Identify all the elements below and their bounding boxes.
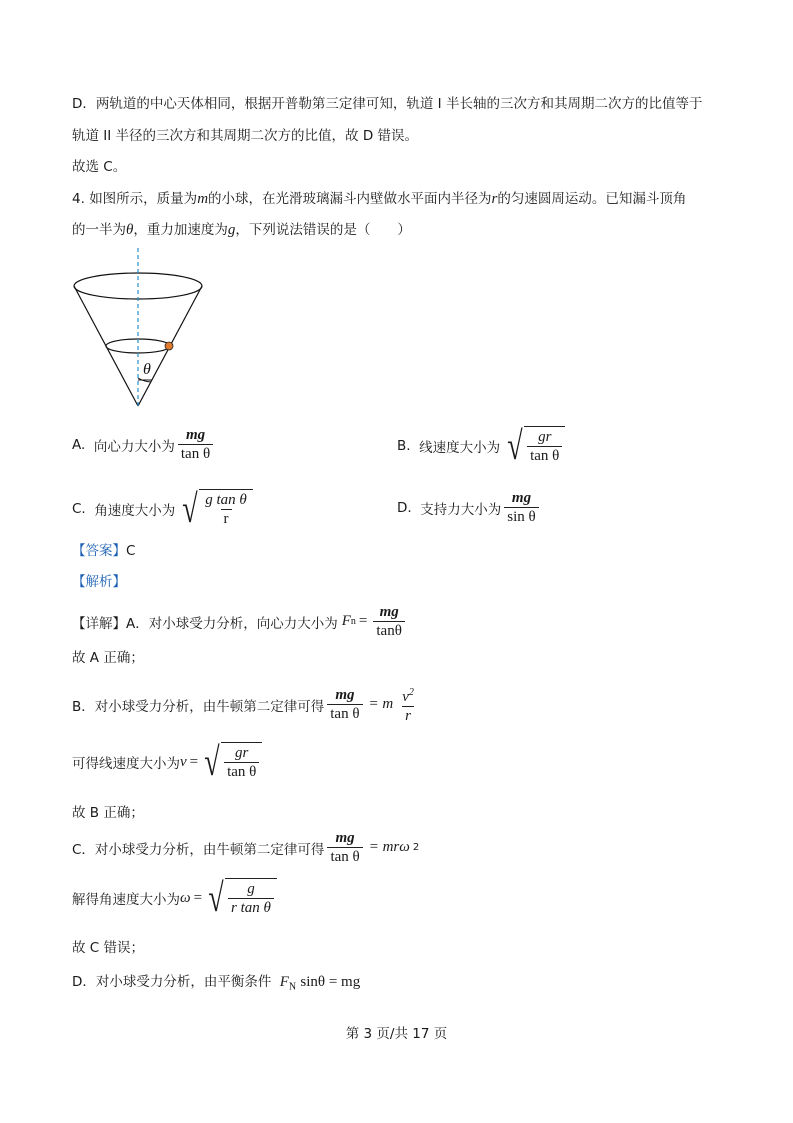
detail-c-conclusion: 故 C 错误；: [72, 940, 145, 956]
detail-b: B．对小球受力分析，由牛顿第二定律可得 $\frac{mg}{\text{tan θ}}$ = m $\frac{v^2}{r}$: [72, 687, 414, 724]
prev-answer-conclusion: 故选 C。: [72, 159, 127, 175]
option-b-sqrt: √ $\frac{gr}{\text{tan θ}}$: [504, 426, 565, 466]
option-a[interactable]: A. 向心力大小为 $\frac{mg}{\text{tan θ}}$: [72, 426, 216, 463]
question-line-1: 4. 如图所示，质量为m的小球，在光滑玻璃漏斗内壁做水平面内半径为r的匀速圆周运动。已知漏斗顶角: [72, 191, 687, 207]
question-number: 4.: [72, 191, 85, 207]
answer-value: C: [126, 543, 136, 559]
theta-symbol: θ: [126, 222, 134, 238]
mass-symbol: m: [197, 191, 209, 207]
option-c-sqrt: √ $\frac{\text{g tan θ}}{r}$: [179, 489, 253, 529]
detail-d: D．对小球受力分析，由平衡条件 $F_N$ sinθ = mg: [72, 974, 361, 993]
ball: [165, 342, 173, 350]
gravity-symbol: g: [227, 222, 236, 238]
detail-a-conclusion: 故 A 正确；: [72, 650, 144, 666]
page-footer: 第 3 页/共 17 页: [345, 1026, 448, 1042]
detail-c: C．对小球受力分析，由牛顿第二定律可得 $\frac{mg}{\text{tan θ}}$ = mrω 2: [72, 830, 420, 865]
option-a-fraction: $\frac{mg}{\text{tan θ}}$: [178, 426, 213, 463]
answer-tag: 【答案】: [72, 543, 126, 559]
question-line-2: 的一半为θ，重力加速度为g，下列说法错误的是（ ）: [72, 222, 411, 238]
funnel-figure: [70, 246, 210, 411]
detail-c-result: 解得角速度大小为 ω = √ $\frac{g}{\text{r tan θ}}$: [72, 878, 277, 918]
theta-label: θ: [143, 361, 151, 378]
analysis-tag: 【解析】: [72, 574, 126, 590]
radius-symbol: r: [491, 191, 498, 207]
prev-answer-line-1: D．两轨道的中心天体相同，根据开普勒第三定律可知，轨道 I 半长轴的三次方和其周期二次方的比值等于: [72, 96, 703, 112]
option-c[interactable]: C. 角速度大小为 √ $\frac{\text{g tan θ}}{r}$: [72, 489, 253, 529]
detail-b-conclusion: 故 B 正确；: [72, 805, 144, 821]
detail-a: 【详解】 A．对小球受力分析，向心力大小为 F n = $\frac{mg}{\tan\theta}$: [72, 603, 408, 640]
option-b[interactable]: B. 线速度大小为 √ $\frac{gr}{\text{tan θ}}$: [397, 426, 565, 466]
prev-answer-line-2: 轨道 II 半径的三次方和其周期二次方的比值，故 D 错误。: [72, 128, 419, 144]
option-d[interactable]: D. 支持力大小为 $\frac{mg}{\text{sin θ}}$: [397, 489, 542, 526]
option-d-fraction: $\frac{mg}{\text{sin θ}}$: [504, 489, 538, 526]
detail-tag: 【详解】: [72, 615, 126, 632]
answer-line: [72, 541, 135, 561]
detail-b-result: 可得线速度大小为 v = √ $\frac{gr}{\text{tan θ}}$: [72, 742, 262, 782]
